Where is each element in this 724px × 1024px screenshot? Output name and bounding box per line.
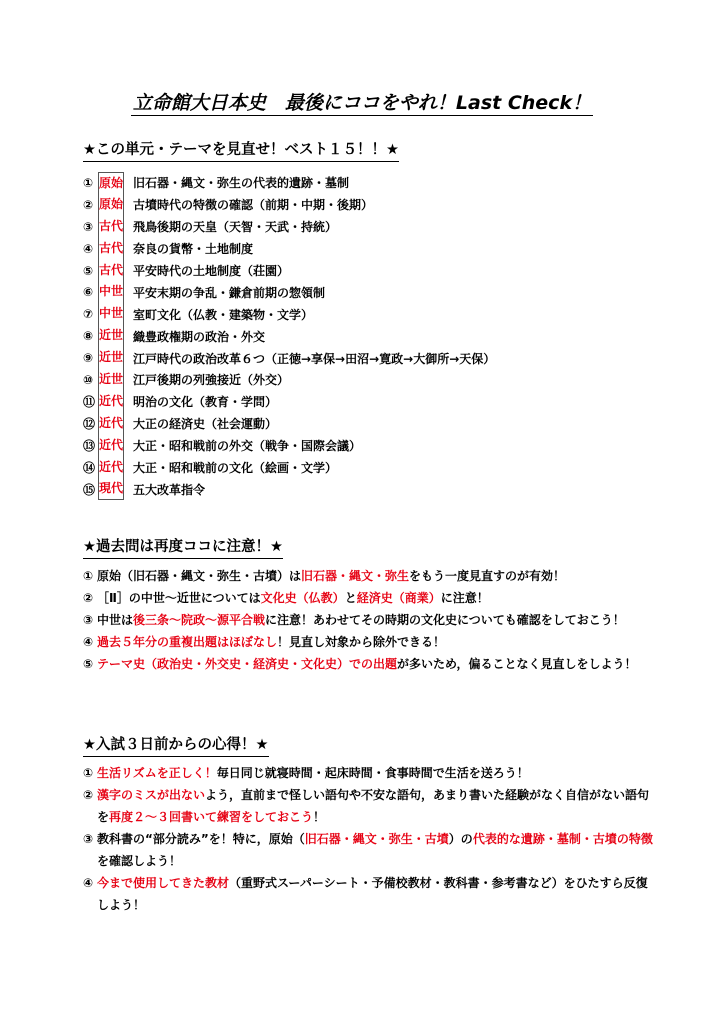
item-number: ⑥ xyxy=(83,285,94,300)
item-number: ⑤ xyxy=(83,263,94,278)
topic-text: 室町文化（仏教・建築物・文学） xyxy=(133,307,314,322)
era-label: 近代 xyxy=(98,391,124,413)
note-item xyxy=(83,828,653,872)
item-number: ⑫ xyxy=(83,417,96,432)
note-text-part: に注意！あわせてその時期の文化史についても確認をしておこう！ xyxy=(265,613,625,627)
best15-item xyxy=(83,260,643,282)
note-text xyxy=(97,828,653,872)
highlight-text: 漢字のミスが出ない xyxy=(97,788,206,802)
note-text-part: 毎日同じ就寝時間・起床時間・食事時間で生活を送ろう！ xyxy=(216,766,529,780)
item-number: ⑬ xyxy=(83,439,96,454)
document-title xyxy=(0,88,724,115)
best15-item xyxy=(83,369,643,391)
note-text-part: が多いため，偏ることなく見直しをしよう！ xyxy=(397,657,637,671)
era-label: 中世 xyxy=(98,281,124,303)
topic-text: 古墳時代の特徴の確認（前期・中期・後期） xyxy=(133,198,374,213)
best15-item xyxy=(83,281,643,303)
topic-text: 織豊政権期の政治・外交 xyxy=(133,329,266,344)
topic-text: 江戸時代の政治改革６つ（正徳→享保→田沼→寛政→大御所→天保） xyxy=(133,351,496,366)
era-label: 近世 xyxy=(98,369,124,391)
topic-text: 飛鳥後期の天皇（天智・天武・持統） xyxy=(133,220,338,235)
note-text xyxy=(97,762,653,784)
topic-text: 平安時代の土地制度（荘園） xyxy=(133,264,290,278)
section-heading-best15: ★この単元・テーマを見直せ！ベスト１５！！★ xyxy=(83,138,399,162)
past-exam-notes xyxy=(83,565,653,675)
era-label: 現代 xyxy=(98,478,124,500)
era-label: 原始 xyxy=(98,172,124,194)
note-item xyxy=(83,872,653,916)
highlight-text: 代表的な遺跡・墓制・古墳の特徴 xyxy=(472,832,653,846)
era-label: 近代 xyxy=(98,457,124,479)
note-number: ① xyxy=(83,569,94,583)
item-number: ⑨ xyxy=(83,351,94,366)
best15-item xyxy=(83,391,643,413)
note-text-part: ［Ⅱ］の中世～近世については xyxy=(97,591,261,605)
note-item xyxy=(83,587,653,609)
note-text-part: （重野式スーパーシート・予備校教材・教科書・参考書など）をひたすら反復しよう！ xyxy=(97,876,648,912)
era-label: 近代 xyxy=(98,413,124,435)
note-text xyxy=(97,565,653,587)
item-number: ④ xyxy=(83,241,94,256)
document-title-text: 立命館大日本史 最後にココをやれ！Last Check！ xyxy=(132,92,592,114)
note-number: ③ xyxy=(83,613,94,627)
era-label: 原始 xyxy=(98,194,124,216)
item-number: ⑮ xyxy=(83,482,96,497)
note-text-part: ！ xyxy=(313,810,326,824)
note-text xyxy=(97,631,653,653)
highlight-text: 文化史（仏教） xyxy=(260,591,345,605)
item-number: ⑩ xyxy=(83,372,94,387)
note-item xyxy=(83,609,653,631)
highlight-text: テーマ史（政治史・外交史・経済史・文化史）での出題 xyxy=(97,657,398,671)
note-number: ④ xyxy=(83,876,94,890)
exam-tips-notes xyxy=(83,762,653,916)
topic-text: 大正の経済史（社会運動） xyxy=(133,417,278,432)
note-text-part: に注意！ xyxy=(440,591,489,605)
note-text xyxy=(97,784,653,828)
topic-text: 平安末期の争乱・鎌倉前期の惣領制 xyxy=(133,285,326,300)
note-text-part: 原始（旧石器・縄文・弥生・古墳）は xyxy=(97,569,302,583)
highlight-text: 過去５年分の重複出題はほぼなし xyxy=(97,635,278,649)
highlight-text: 経済史（商業） xyxy=(356,591,441,605)
topic-text: 旧石器・縄文・弥生の代表的遺跡・墓制 xyxy=(133,176,350,191)
topic-text: 大正・昭和戦前の文化（絵画・文学） xyxy=(133,461,338,476)
best15-item xyxy=(83,303,643,325)
note-text-part: 中世は xyxy=(97,613,134,627)
era-label: 中世 xyxy=(98,303,124,325)
item-number: ⑦ xyxy=(83,307,94,322)
topic-text: 明治の文化（教育・学問） xyxy=(133,395,278,410)
item-number: ③ xyxy=(83,219,94,234)
era-label: 近世 xyxy=(98,347,124,369)
section-heading-past-exam: ★過去問は再度ココに注意！★ xyxy=(83,535,283,559)
note-text-part: よう，直前まで怪しい語句や不安な語句，あまり書いた経験がなく自信がない語句を xyxy=(97,788,650,824)
item-number: ⑧ xyxy=(83,329,94,344)
note-text-part: 教科書の“部分読み”を！特に，原始（ xyxy=(97,832,305,846)
note-text xyxy=(97,609,653,631)
topic-text: 五大改革指令 xyxy=(133,482,206,497)
note-text-part: ）の xyxy=(448,832,473,846)
note-text xyxy=(97,872,653,916)
era-label: 近代 xyxy=(98,435,124,457)
highlight-text: 生活リズムを正しく！ xyxy=(97,766,217,780)
note-number: ④ xyxy=(83,635,94,649)
note-text-part: を確認しよう！ xyxy=(97,854,182,868)
note-text-part: と xyxy=(344,591,357,605)
best15-item xyxy=(83,413,643,435)
section-heading-exam-tips: ★入試３日前からの心得！★ xyxy=(83,733,269,757)
best15-list xyxy=(83,172,643,500)
note-item xyxy=(83,762,653,784)
highlight-text: 再度２～３回書いて練習をしておこう xyxy=(109,810,314,824)
note-text-part: ！見直し対象から除外できる！ xyxy=(277,635,446,649)
best15-item xyxy=(83,325,643,347)
era-label: 古代 xyxy=(98,238,124,260)
item-number: ② xyxy=(83,197,94,212)
era-label: 近世 xyxy=(98,325,124,347)
item-number: ⑭ xyxy=(83,461,96,476)
item-number: ① xyxy=(83,175,94,190)
best15-item xyxy=(83,435,643,457)
era-label: 古代 xyxy=(98,260,124,282)
topic-text: 大正・昭和戦前の外交（戦争・国際会議） xyxy=(133,439,362,454)
item-number: ⑪ xyxy=(83,395,96,410)
note-number: ① xyxy=(83,766,94,780)
best15-item xyxy=(83,347,643,369)
highlight-text: 旧石器・縄文・弥生 xyxy=(301,569,410,583)
note-item xyxy=(83,653,653,675)
best15-item xyxy=(83,216,643,238)
highlight-text: 今まで使用してきた教材 xyxy=(97,876,230,890)
note-number: ② xyxy=(83,591,94,605)
note-number: ② xyxy=(83,788,94,802)
highlight-text: 旧石器・縄文・弥生・古墳 xyxy=(304,832,449,846)
note-item xyxy=(83,784,653,828)
era-label: 古代 xyxy=(98,216,124,238)
topic-text: 江戸後期の列強接近（外交） xyxy=(133,373,290,388)
note-number: ⑤ xyxy=(83,657,94,671)
best15-item xyxy=(83,457,643,479)
best15-item xyxy=(83,478,643,500)
note-text xyxy=(97,653,653,675)
best15-item xyxy=(83,172,643,194)
best15-item xyxy=(83,238,643,260)
topic-text: 奈良の貨幣・土地制度 xyxy=(133,242,254,257)
note-text xyxy=(97,587,653,609)
best15-item xyxy=(83,194,643,216)
highlight-text: 後三条～院政～源平合戦 xyxy=(133,613,266,627)
note-number: ③ xyxy=(83,832,94,846)
note-item xyxy=(83,565,653,587)
note-text-part: をもう一度見直すのが有効！ xyxy=(409,569,566,583)
note-item xyxy=(83,631,653,653)
